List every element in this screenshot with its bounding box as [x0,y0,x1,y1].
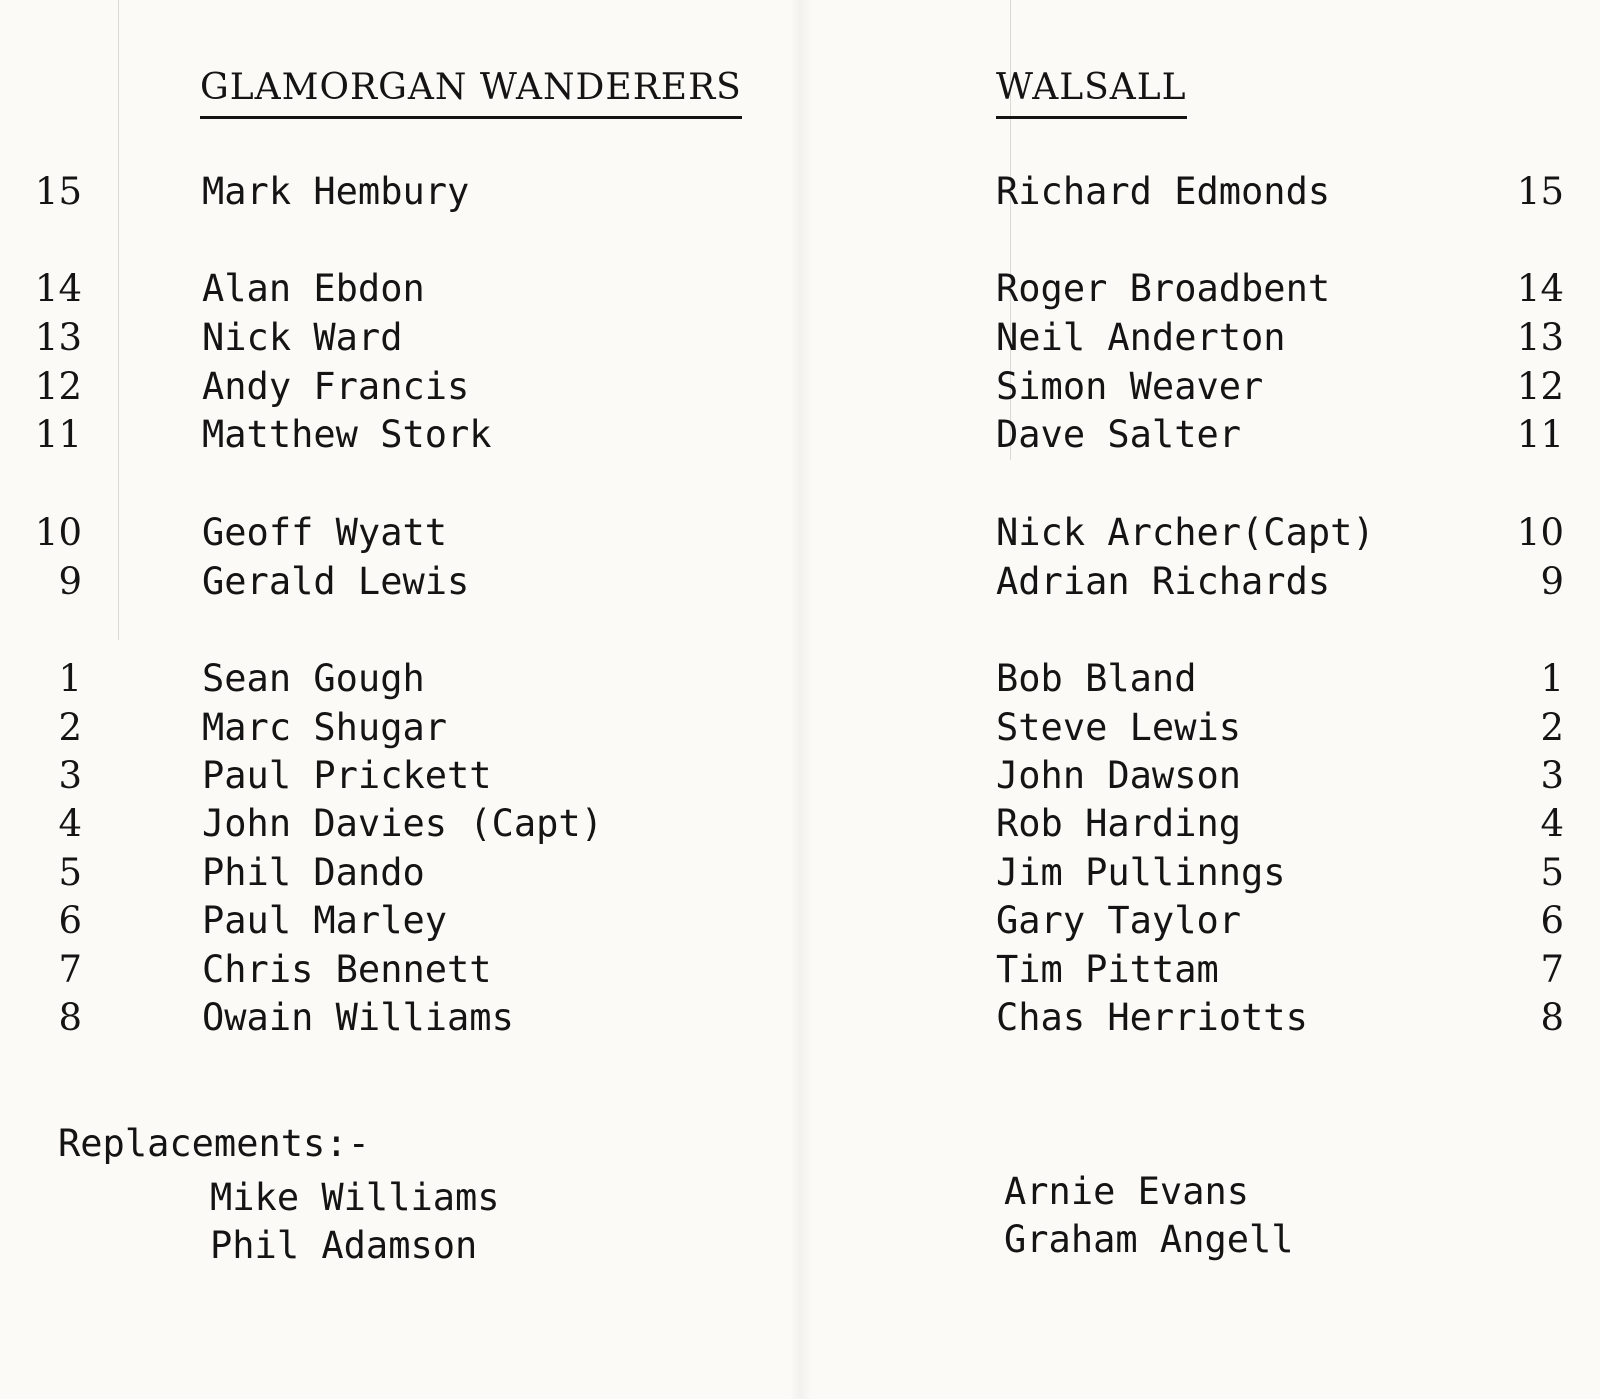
away-shirt-number: 1 [1540,657,1564,700]
away-player-name: Chas Herriotts [996,996,1308,1039]
away-player-name: Adrian Richards [996,560,1331,603]
away-shirt-number: 12 [1516,365,1564,408]
away-player-name: Bob Bland [996,657,1197,700]
home-player-name: Phil Dando [202,851,425,894]
lineup-row [0,849,1600,897]
home-shirt-number: 9 [58,560,82,603]
away-player-name: Dave Salter [996,413,1242,456]
home-team-heading: GLAMORGAN WANDERERS [200,70,742,119]
home-shirt-number: 14 [34,267,82,310]
away-shirt-number: 14 [1516,267,1564,310]
home-player-name: Nick Ward [202,316,403,359]
home-shirt-number: 13 [34,316,82,359]
lineup-row [0,314,1600,362]
home-player-name: Matthew Stork [202,413,492,456]
home-player-name: Gerald Lewis [202,560,470,603]
home-shirt-number: 4 [58,802,82,845]
away-player-name: Neil Anderton [996,316,1286,359]
away-shirt-number: 6 [1540,899,1564,942]
away-shirt-number: 4 [1540,802,1564,845]
home-shirt-number: 15 [34,170,82,213]
lineup-row [0,655,1600,703]
home-replacement: Mike Williams [210,1176,500,1219]
away-player-name: Roger Broadbent [996,267,1331,310]
lineup-row [0,946,1600,994]
lineup-row [0,265,1600,313]
replacements-label: Replacements:- [58,1122,370,1165]
home-player-name: Chris Bennett [202,948,492,991]
away-player-name: Richard Edmonds [996,170,1331,213]
lineup-row [0,558,1600,606]
away-shirt-number: 15 [1516,170,1564,213]
home-shirt-number: 3 [58,754,82,797]
home-shirt-number: 6 [58,899,82,942]
away-team-heading: WALSALL [996,70,1187,119]
home-replacement: Phil Adamson [210,1224,478,1267]
away-player-name: Jim Pullinngs [996,851,1286,894]
lineup-row [0,363,1600,411]
home-shirt-number: 10 [34,511,82,554]
home-shirt-number: 12 [34,365,82,408]
away-replacement: Graham Angell [1004,1218,1294,1261]
home-player-name: John Davies (Capt) [202,802,603,845]
home-player-name: Sean Gough [202,657,425,700]
home-player-name: Paul Marley [202,899,448,942]
home-shirt-number: 7 [58,948,82,991]
home-player-name: Alan Ebdon [202,267,425,310]
away-shirt-number: 3 [1540,754,1564,797]
away-shirt-number: 5 [1540,851,1564,894]
lineup-row [0,704,1600,752]
lineup-row [0,509,1600,557]
lineup-row [0,897,1600,945]
home-shirt-number: 2 [58,706,82,749]
home-shirt-number: 5 [58,851,82,894]
away-shirt-number: 2 [1540,706,1564,749]
away-shirt-number: 7 [1540,948,1564,991]
home-player-name: Marc Shugar [202,706,448,749]
away-shirt-number: 9 [1540,560,1564,603]
away-replacement: Arnie Evans [1004,1170,1250,1213]
away-player-name: Tim Pittam [996,948,1219,991]
lineup-row [0,800,1600,848]
home-shirt-number: 1 [58,657,82,700]
away-shirt-number: 13 [1516,316,1564,359]
home-player-name: Paul Prickett [202,754,492,797]
home-player-name: Geoff Wyatt [202,511,448,554]
away-player-name: Steve Lewis [996,706,1242,749]
away-shirt-number: 8 [1540,996,1564,1039]
home-player-name: Andy Francis [202,365,470,408]
home-player-name: Owain Williams [202,996,514,1039]
lineup-row [0,411,1600,459]
away-player-name: John Dawson [996,754,1242,797]
home-player-name: Mark Hembury [202,170,470,213]
lineup-row [0,994,1600,1042]
lineup-row [0,168,1600,216]
away-player-name: Gary Taylor [996,899,1242,942]
lineup-row [0,752,1600,800]
away-player-name: Simon Weaver [996,365,1264,408]
away-player-name: Nick Archer(Capt) [996,511,1375,554]
away-player-name: Rob Harding [996,802,1242,845]
home-shirt-number: 8 [58,996,82,1039]
away-shirt-number: 11 [1516,413,1564,456]
away-shirt-number: 10 [1516,511,1564,554]
home-shirt-number: 11 [34,413,82,456]
